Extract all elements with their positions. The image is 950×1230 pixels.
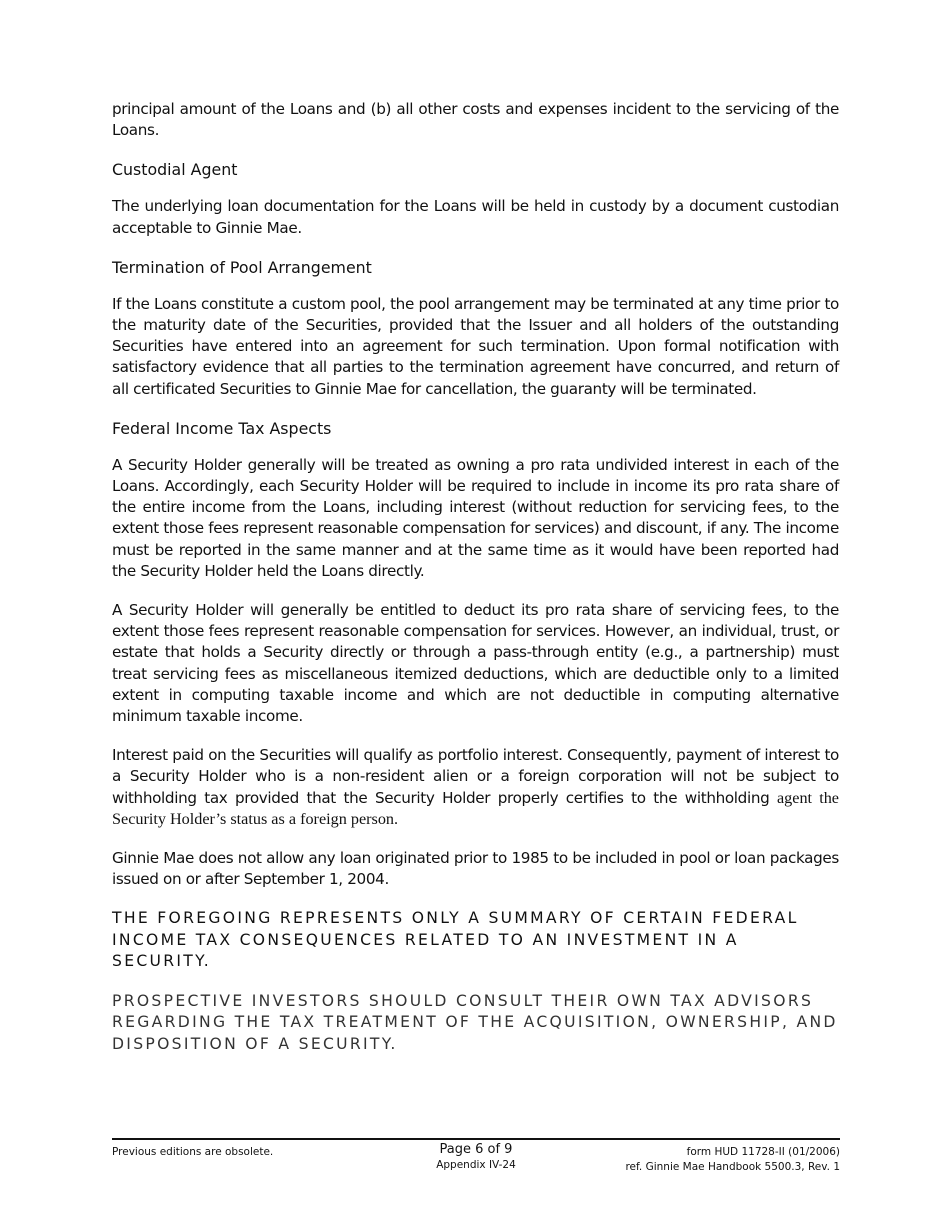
footer-form-reference xyxy=(625,1145,840,1175)
footer-obsolete-note: Previous editions are obsolete. xyxy=(112,1146,274,1158)
heading-federal-income-tax: Federal Income Tax Aspects xyxy=(112,418,332,438)
tax-paragraph-3-tail: agent the Security Holder’s status as a foreign person. xyxy=(112,788,839,828)
page-footer xyxy=(112,1138,840,1173)
handbook-reference: ref. Ginnie Mae Handbook 5500.3, Rev. 1 xyxy=(625,1161,840,1173)
tax-paragraph-4: Ginnie Mae does not allow any loan originated prior to 1985 to be included in pool or loan packages issued on or after September 1, 2004. xyxy=(112,849,839,889)
tax-paragraph-1: A Security Holder generally will be treated as owning a pro rata undivided interest in each of the Loans. Accordingly, each Security Holder will be required to include in income its pro rata share of the entire income from the Loans, including interest (without reduction for servicing fees, to the extent those fees represent reasonable compensation for services) and discount, if any. The income must be reported in the same manner and at the same time as it would have been reported had the Security Holder held the Loans directly. xyxy=(112,455,839,580)
tax-paragraph-3-main: Interest paid on the Securities will qualify as portfolio interest. Consequently, payment of interest to a Security Holder who is a non-resident alien or a foreign corporation will not be subject to withholding tax provided that the Security Holder properly certifies to the withholding xyxy=(112,746,839,807)
tax-paragraph-3 xyxy=(112,745,839,830)
heading-termination: Termination of Pool Arrangement xyxy=(112,257,372,277)
custodial-agent-paragraph: The underlying loan documentation for the Loans will be held in custody by a document custodian acceptable to Ginnie Mae. xyxy=(112,197,839,237)
heading-custodial-agent: Custodial Agent xyxy=(112,160,238,180)
continuation-paragraph: principal amount of the Loans and (b) all other costs and expenses incident to the servicing of the Loans. xyxy=(112,100,839,140)
tax-paragraph-2: A Security Holder will generally be entitled to deduct its pro rata share of servicing fees, to the extent those fees represent reasonable compensation for services. However, an individual, trust, or estate that holds a Security directly or through a pass-through entity (e.g., a partnership) must treat servicing fees as miscellaneous itemized deductions, which are deductible only to a limited extent in computing taxable income and which are not deductible in computing alternative minimum taxable income. xyxy=(112,601,839,726)
summary-notice: THE FOREGOING REPRESENTS ONLY A SUMMARY OF CERTAIN FEDERAL INCOME TAX CONSEQUENCES RELATED TO AN INVESTMENT IN A SECURITY. xyxy=(112,909,799,971)
document-body xyxy=(112,99,839,1073)
advisor-notice: PROSPECTIVE INVESTORS SHOULD CONSULT THEIR OWN TAX ADVISORS REGARDING THE TAX TREATMENT OF THE ACQUISITION, OWNERSHIP, AND DISPOSITION OF A SECURITY. xyxy=(112,991,838,1053)
termination-paragraph: If the Loans constitute a custom pool, the pool arrangement may be terminated at any time prior to the maturity date of the Securities, provided that the Issuer and all holders of the outstanding Securities have entered into an agreement for such termination. Upon formal notification with satisfactory evidence that all parties to the termination agreement have concurred, and return of all certificated Securities to Ginnie Mae for cancellation, the guaranty will be terminated. xyxy=(112,294,839,398)
appendix-label: Appendix IV-24 xyxy=(436,1159,516,1171)
page-number: Page 6 of 9 xyxy=(439,1142,513,1157)
form-number: form HUD 11728-II (01/2006) xyxy=(686,1146,840,1158)
